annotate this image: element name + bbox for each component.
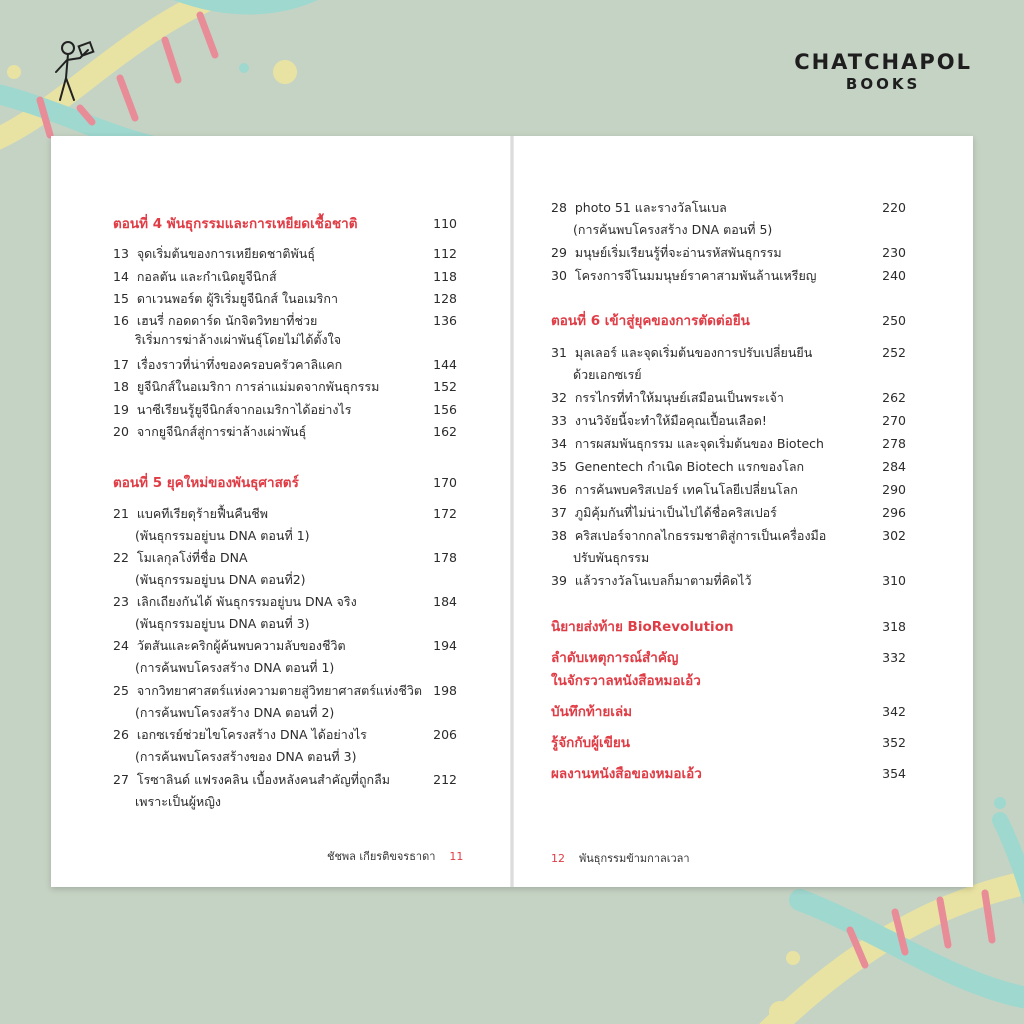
reader-logo-icon	[48, 38, 96, 104]
toc-title: จุดเริ่มต้นของการเหยียดชาติพันธุ์	[136, 246, 315, 261]
toc-page: 220	[882, 200, 906, 215]
page-number: 11	[449, 850, 464, 863]
part-5-page: 170	[433, 475, 457, 490]
toc-num: 32	[551, 390, 567, 405]
toc-title: แล้วรางวัลโนเบลก็มาตามที่คิดไว้	[574, 573, 752, 588]
toc-title-continued: (พันธุกรรมอยู่บน DNA ตอนที่ 1)	[135, 528, 310, 543]
toc-page: 212	[433, 772, 457, 787]
toc-num: 20	[113, 424, 129, 439]
toc-num: 24	[113, 638, 129, 653]
toc-num: 36	[551, 482, 567, 497]
toc-entry-21	[113, 506, 268, 522]
toc-page: 118	[433, 269, 457, 284]
toc-entry-14	[113, 269, 277, 285]
right-page-footer	[551, 849, 690, 867]
afterword-heading: บันทึกท้ายเล่ม	[551, 704, 633, 720]
toc-entry-26	[113, 727, 367, 743]
timeline-page: 332	[882, 650, 906, 665]
toc-title: งานวิจัยนี้จะทำให้มือคุณเปื้อนเลือด!	[574, 413, 767, 428]
toc-page: 206	[433, 727, 457, 742]
toc-num: 15	[113, 291, 129, 306]
toc-entry-36	[551, 482, 798, 498]
toc-entry-32	[551, 390, 784, 406]
toc-title: ยูจีนิกส์ในอเมริกา การล่าแม่มดจากพันธุกรรม	[136, 379, 380, 394]
toc-title: มุลเลอร์ และจุดเริ่มต้นของการปรับเปลี่ยนยีน	[574, 345, 813, 360]
toc-title: จากยูจีนิกส์สู่การฆ่าล้างเผ่าพันธุ์	[136, 424, 307, 439]
toc-page: 136	[433, 313, 457, 328]
toc-title: คริสเปอร์จากกลไกธรรมชาติสู่การเป็นเครื่องมือ	[574, 528, 827, 543]
toc-title: เอกซเรย์ช่วยไขโครงสร้าง DNA ได้อย่างไร	[136, 727, 367, 742]
toc-entry-20	[113, 424, 306, 440]
toc-page: 128	[433, 291, 457, 306]
toc-page: 240	[882, 268, 906, 283]
page-number: 12	[551, 852, 565, 865]
book-gutter	[510, 136, 514, 887]
toc-title: จากวิทยาศาสตร์แห่งความตายสู่วิทยาศาสตร์แห่งชีวิต	[136, 683, 422, 698]
toc-entry-33	[551, 413, 767, 429]
toc-title: การค้นพบคริสเปอร์ เทคโนโลยีเปลี่ยนโลก	[574, 482, 798, 497]
toc-entry-15	[113, 291, 338, 307]
toc-page: 284	[882, 459, 906, 474]
epilogue-page: 318	[882, 619, 906, 634]
toc-entry-22	[113, 550, 248, 566]
toc-page: 198	[433, 683, 457, 698]
toc-page: 290	[882, 482, 906, 497]
toc-title: ภูมิคุ้มกันที่ไม่น่าเป็นไปได้ชื่อคริสเปอร์	[574, 505, 777, 520]
other-works-heading: ผลงานหนังสือของหมอเอ้ว	[551, 766, 702, 782]
part-6-page: 250	[882, 313, 906, 328]
toc-page: 194	[433, 638, 457, 653]
toc-page: 162	[433, 424, 457, 439]
toc-page: 152	[433, 379, 457, 394]
about-author-heading: รู้จักกับผู้เขียน	[551, 735, 630, 751]
toc-title-continued: ริเริ่มการฆ่าล้างเผ่าพันธุ์โดยไม่ได้ตั้งใจ	[135, 332, 342, 347]
toc-page: 178	[433, 550, 457, 565]
toc-entry-35	[551, 459, 804, 475]
toc-page: 262	[882, 390, 906, 405]
toc-page: 172	[433, 506, 457, 521]
part-4-page: 110	[433, 216, 457, 231]
part-4-heading: ตอนที่ 4 พันธุกรรมและการเหยียดเชื้อชาติ	[113, 216, 358, 232]
toc-title-continued: ปรับพันธุกรรม	[573, 550, 650, 565]
about-author-page: 352	[882, 735, 906, 750]
publisher-logo	[794, 50, 972, 93]
toc-page: 156	[433, 402, 457, 417]
toc-num: 30	[551, 268, 567, 283]
toc-entry-27	[113, 772, 390, 788]
toc-title: ดาเวนพอร์ต ผู้ริเริ่มยูจีนิกส์ ในอเมริกา	[136, 291, 338, 306]
toc-num: 29	[551, 245, 567, 260]
brand-line-1: CHATCHAPOL	[794, 50, 972, 74]
toc-title: กรรไกรที่ทำให้มนุษย์เสมือนเป็นพระเจ้า	[574, 390, 784, 405]
toc-num: 27	[113, 772, 129, 787]
open-book-spread	[51, 136, 973, 887]
toc-title: photo 51 และรางวัลโนเบล	[574, 200, 727, 215]
toc-entry-13	[113, 246, 315, 262]
toc-num: 22	[113, 550, 129, 565]
toc-title: โครงการจีโนมมนุษย์ราคาสามพันล้านเหรียญ	[574, 268, 817, 283]
toc-entry-23	[113, 594, 357, 610]
toc-title: การผสมพันธุกรรม และจุดเริ่มต้นของ Biotech	[574, 436, 824, 451]
book-title: พันธุกรรมข้ามกาลเวลา	[579, 852, 690, 865]
toc-title-continued: (การค้นพบโครงสร้าง DNA ตอนที่ 5)	[573, 222, 773, 237]
toc-num: 28	[551, 200, 567, 215]
toc-num: 35	[551, 459, 567, 474]
toc-entry-37	[551, 505, 777, 521]
toc-entry-34	[551, 436, 824, 452]
toc-title-continued: (การค้นพบโครงสร้าง DNA ตอนที่ 2)	[135, 705, 335, 720]
toc-title-continued: (การค้นพบโครงสร้าง DNA ตอนที่ 1)	[135, 660, 335, 675]
toc-page: 112	[433, 246, 457, 261]
toc-page: 296	[882, 505, 906, 520]
toc-num: 23	[113, 594, 129, 609]
brand-line-2: BOOKS	[845, 75, 921, 93]
toc-num: 31	[551, 345, 567, 360]
toc-entry-18	[113, 379, 379, 395]
toc-title: Genentech กำเนิด Biotech แรกของโลก	[574, 459, 805, 474]
toc-num: 38	[551, 528, 567, 543]
toc-title-continued: (พันธุกรรมอยู่บน DNA ตอนที่ 3)	[135, 616, 310, 631]
toc-title: เฮนรี่ กอดดาร์ด นักจิตวิทยาที่ช่วย	[136, 313, 318, 328]
afterword-page: 342	[882, 704, 906, 719]
toc-page: 310	[882, 573, 906, 588]
toc-entry-25	[113, 683, 422, 699]
timeline-heading: ลำดับเหตุการณ์สำคัญ	[551, 650, 679, 666]
toc-num: 18	[113, 379, 129, 394]
toc-num: 25	[113, 683, 129, 698]
toc-page: 144	[433, 357, 457, 372]
toc-entry-16	[113, 313, 317, 329]
toc-title: นาซีเรียนรู้ยูจีนิกส์จากอเมริกาได้อย่างไร	[136, 402, 352, 417]
toc-page: 278	[882, 436, 906, 451]
toc-num: 39	[551, 573, 567, 588]
epilogue-heading: นิยายส่งท้าย BioRevolution	[551, 619, 734, 635]
part-6-heading: ตอนที่ 6 เข้าสู่ยุคของการตัดต่อยีน	[551, 313, 750, 329]
toc-title: มนุษย์เริ่มเรียนรู้ที่จะอ่านรหัสพันธุกรรม	[574, 245, 782, 260]
toc-entry-29	[551, 245, 782, 261]
toc-num: 26	[113, 727, 129, 742]
toc-entry-19	[113, 402, 351, 418]
toc-entry-39	[551, 573, 751, 589]
author-name: ชัชพล เกียรติขจรธาดา	[327, 850, 436, 863]
toc-entry-28	[551, 200, 727, 216]
toc-entry-30	[551, 268, 816, 284]
left-page-footer	[327, 847, 463, 865]
toc-page: 230	[882, 245, 906, 260]
toc-page: 252	[882, 345, 906, 360]
toc-title: กอลตัน และกำเนิดยูจีนิกส์	[136, 269, 277, 284]
toc-num: 13	[113, 246, 129, 261]
toc-title: เลิกเถียงกันได้ พันธุกรรมอยู่บน DNA จริง	[136, 594, 357, 609]
toc-title: โรซาลินด์ แฟรงคลิน เบื้องหลังคนสำคัญที่ถูกลืม	[136, 772, 391, 787]
toc-title: เรื่องราวที่น่าทึ่งของครอบครัวคาลิแคก	[136, 357, 343, 372]
toc-num: 19	[113, 402, 129, 417]
toc-num: 14	[113, 269, 129, 284]
other-works-page: 354	[882, 766, 906, 781]
toc-num: 37	[551, 505, 567, 520]
timeline-heading-continued: ในจักรวาลหนังสือหมอเอ้ว	[551, 673, 701, 689]
toc-num: 16	[113, 313, 129, 328]
toc-entry-38	[551, 528, 826, 544]
toc-entry-31	[551, 345, 812, 361]
toc-page: 184	[433, 594, 457, 609]
toc-title-continued: ด้วยเอกซเรย์	[573, 367, 642, 382]
toc-num: 34	[551, 436, 567, 451]
toc-num: 17	[113, 357, 129, 372]
toc-title-continued: เพราะเป็นผู้หญิง	[135, 794, 222, 809]
toc-num: 33	[551, 413, 567, 428]
toc-entry-24	[113, 638, 346, 654]
toc-title: แบคทีเรียดุร้ายฟื้นคืนชีพ	[136, 506, 268, 521]
toc-entry-17	[113, 357, 342, 373]
toc-page: 302	[882, 528, 906, 543]
toc-title-continued: (การค้นพบโครงสร้างของ DNA ตอนที่ 3)	[135, 749, 357, 764]
part-5-heading: ตอนที่ 5 ยุคใหม่ของพันธุศาสตร์	[113, 475, 299, 491]
toc-title: วัตสันและคริกผู้ค้นพบความลับของชีวิต	[136, 638, 346, 653]
toc-title-continued: (พันธุกรรมอยู่บน DNA ตอนที่2)	[135, 572, 306, 587]
toc-num: 21	[113, 506, 129, 521]
toc-page: 270	[882, 413, 906, 428]
toc-title: โมเลกุลโง่ที่ชื่อ DNA	[136, 550, 248, 565]
